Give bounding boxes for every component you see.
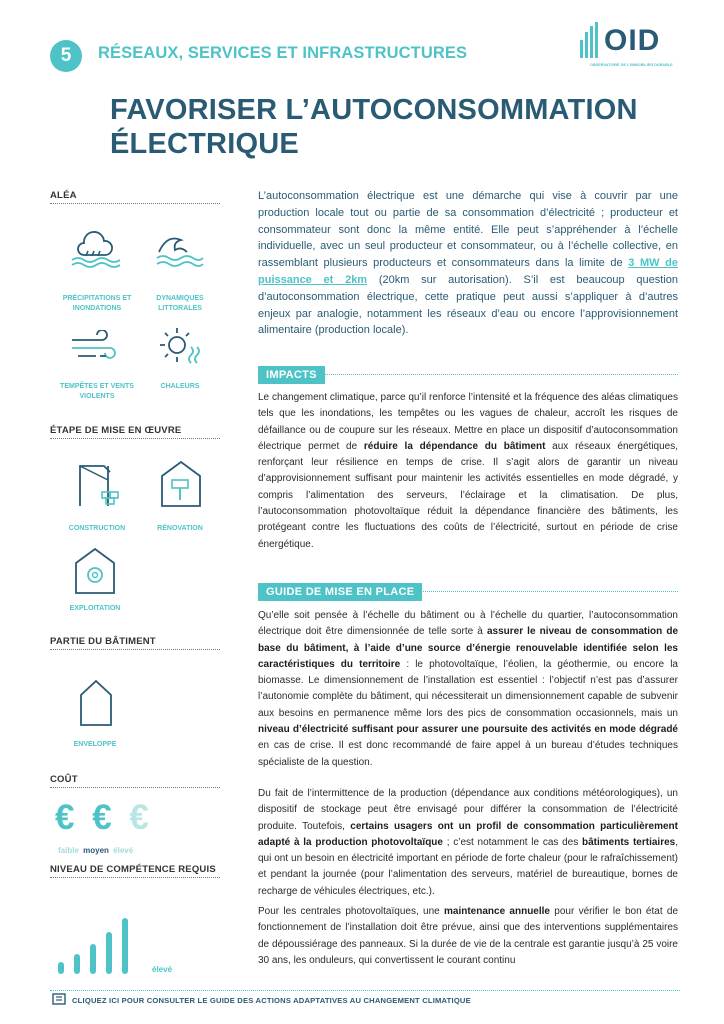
guide-tag: GUIDE DE MISE EN PLACE xyxy=(258,583,422,601)
competence-heading: NIVEAU DE COMPÉTENCE REQUIS xyxy=(50,864,216,875)
cost-euro-symbols xyxy=(55,798,153,838)
page-title-line2: ÉLECTRIQUE xyxy=(110,128,299,160)
competence-bar-5 xyxy=(122,918,128,974)
competence-bar-2 xyxy=(74,954,80,974)
construction-icon xyxy=(72,458,124,510)
cout-divider xyxy=(50,787,220,788)
wave-icon xyxy=(155,230,205,270)
etape-label-renovation: RÉNOVATION xyxy=(157,525,203,532)
logo-text: OID xyxy=(604,24,661,57)
competence-bar-3 xyxy=(90,944,96,974)
alea-label-precipitations: PRÉCIPITATIONS ET INONDATIONS xyxy=(62,295,132,312)
euro-symbol-2: € xyxy=(92,798,116,837)
book-icon xyxy=(52,993,66,1005)
footer-divider xyxy=(50,990,680,991)
competence-divider xyxy=(50,877,220,878)
impacts-paragraph: Le changement climatique, parce qu’il renforce l’intensité et la fréquence des aléas climatiques tels que les inondations, les tempêtes ou les vagues de chaleur, accroît les risques de défaillance ou de coupure sur les réseaux. Mettre en place un dispositif d’autoconsommation électrique permet de réduire la dépendance du bâtiment aux réseaux énergétiques, renforçant leur résilience en temps de crise. Il s’agit alors de garantir un niveau d’approvisionnement suffisant pour maintenir les activités essentielles en mode dégradé, y compris l’alimentation des serveurs, l’éclairage et la climatisation. De plus, l’autoconsommation photovoltaïque réduit la dépendance financière des bâtiments, les protégeant contre les fluctuations des coûts de l’électricité, surtout en période de crise énergétique. xyxy=(258,392,679,550)
intro-link[interactable]: 3 MW de puissance et 2km xyxy=(258,257,678,286)
competence-bar-1 xyxy=(58,962,64,974)
etape-divider xyxy=(50,438,220,439)
chapter-number-badge: 5 xyxy=(50,40,82,72)
cout-heading: COÛT xyxy=(50,774,78,785)
cost-label-faible: faible xyxy=(58,846,79,855)
renovation-icon xyxy=(158,458,204,510)
competence-level-label: élevé xyxy=(152,965,173,974)
euro-symbol-1: € xyxy=(55,798,79,837)
wind-icon xyxy=(70,330,120,365)
cost-label-eleve: élevé xyxy=(113,846,134,855)
page-title-line1: FAVORISER L’AUTOCONSOMMATION xyxy=(110,94,638,126)
partie-heading: PARTIE DU BÂTIMENT xyxy=(50,636,156,647)
alea-label-tempetes: TEMPÊTES ET VENTS VIOLENTS xyxy=(60,383,134,400)
exploitation-icon xyxy=(72,545,118,597)
alea-divider xyxy=(50,203,220,204)
alea-label-chaleurs: CHALEURS xyxy=(160,383,200,390)
footer-guide-link[interactable]: CLIQUEZ ICI POUR CONSULTER LE GUIDE DES ACTIONS ADAPTATIVES AU CHANGEMENT CLIMATIQUE xyxy=(72,996,471,1005)
rain-flood-icon xyxy=(70,225,120,270)
intro-paragraph: L’autoconsommation électrique est une démarche qui vise à couvrir par une production locale tout ou partie de sa consommation d’électricité ; producteur et consommateur sont donc la même entité. Elle peut s’appréhender à l’échelle individuelle, avec un seul producteur et consommateur, ou à l’échelle collective, en rassemblant plusieurs producteurs et consommateurs dans la limite de 3 MW de puissance et 2km (20km sur autorisation). S’il est beaucoup question d’autoconsommation électrique, cette pratique peut aussi s’appliquer à d’autres enjeux par analogie, notamment les réseaux d’eau ou encore l’approvisionnement alimentaire (production locale). xyxy=(258,190,678,337)
page-header xyxy=(0,0,724,80)
etape-label-exploitation: EXPLOITATION xyxy=(69,605,121,612)
euro-symbol-3: € xyxy=(129,798,153,837)
competence-bars xyxy=(58,918,138,974)
heat-sun-icon xyxy=(155,325,205,370)
competence-bar-4 xyxy=(106,932,112,974)
partie-divider xyxy=(50,649,220,650)
cost-label-moyen: moyen xyxy=(83,846,109,855)
chapter-title: RÉSEAUX, SERVICES ET INFRASTRUCTURES xyxy=(98,44,468,62)
guide-paragraph-3: Pour les centrales photovoltaïques, une maintenance annuelle pour vérifier le bon état de fonctionnement de l’installation doit être prévue, ainsi que des interventions supplémentaires de dépoussiérage des panneaux. Si la durée de vie de la centrale est garantie jusqu’à 25 voire 30 ans, les onduleurs, qui convertissent le courant continu xyxy=(258,906,679,966)
impacts-tag: IMPACTS xyxy=(258,366,325,384)
alea-heading: ALÉA xyxy=(50,190,77,201)
guide-paragraph-1: Qu’elle soit pensée à l’échelle du bâtiment ou à l’échelle du quartier, l’autoconsommation électrique doit être dimensionnée de telle sorte à assurer le niveau de consommation de base du bâtiment, à l’aide d’une source d’énergie renouvelable identifiée selon les caractéristiques du territoire : le photovoltaïque, l’éolien, la géothermie, ou encore la biomasse. Le dimensionnement de l’installation est essentiel : l’objectif n’est pas d’assurer l’autonomie complète du bâtiment, qui nécessiterait un dimensionnement capable de subvenir aux besoins en permanence même lors des pics de consommation occasionnels, mais un niveau d’électricité suffisant pour assurer une poursuite des activités en mode dégradé en cas de crise. Il est donc recommandé de faire appel à un bureau d’études techniques spécialiste de la question. xyxy=(258,610,679,768)
envelope-house-icon xyxy=(78,678,114,728)
alea-label-littorales: DYNAMIQUES LITTORALES xyxy=(156,295,204,312)
partie-label-enveloppe: ENVELOPPE xyxy=(73,741,117,748)
etape-heading: ÉTAPE DE MISE EN ŒUVRE xyxy=(50,425,182,436)
guide-paragraph-2: Du fait de l’intermittence de la production (dépendance aux conditions météorologiques), un dispositif de stockage peut être envisagé pour différer la consommation de l’électricité produite. Toutefois, certains usagers ont un profil de consommation particulièrement adapté à la production photovoltaïque ; c’est notamment le cas des bâtiments tertiaires, qui ont un besoin en électricité important en période de forte chaleur (pour le rafraîchissement) et pendant la journée (pour l’alimentation des serveurs, matériel de bureautique, bornes de recharge de véhicules électriques, etc.). xyxy=(258,788,678,897)
etape-label-construction: CONSTRUCTION xyxy=(68,525,126,532)
logo-subtitle: OBSERVATOIRE DE L'IMMOBILIER DURABLE xyxy=(590,63,673,67)
cost-labels xyxy=(58,846,135,855)
page-title xyxy=(110,93,670,161)
